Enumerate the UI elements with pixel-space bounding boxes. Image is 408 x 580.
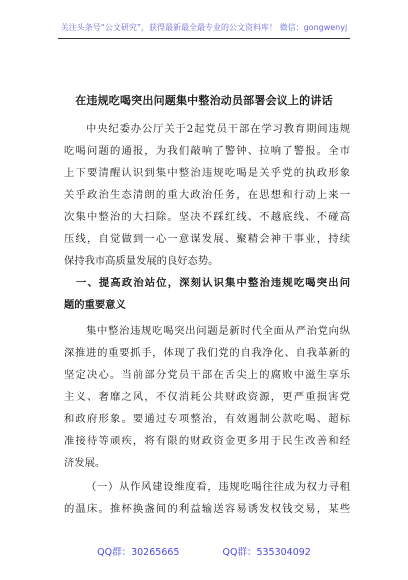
paragraph-line: 坚定决心。当前部分党员干部在舌尖上的腐败中滋生享乐 xyxy=(64,369,350,381)
paragraph-line: 中央纪委办公厅关于2起党员干部在学习教育期间违规 xyxy=(86,123,350,135)
paragraph-line: 吃喝问题的通报，为我们敲响了警钟、拉响了警报。全市 xyxy=(64,145,350,157)
paragraph-line: 和政府形象。要通过专项整治，有效遏制公款吃喝、超标 xyxy=(64,413,350,425)
document-title: 在违规吃喝突出问题集中整治动员部署会议上的讲话 xyxy=(75,94,333,107)
paragraph-1 xyxy=(64,118,350,272)
heading-line: 一、提高政治站位，深刻认识集中整治违规吃喝突出问 xyxy=(76,277,350,289)
header-divider xyxy=(58,38,350,39)
paragraph-line: 的温床。推杯换盏间的利益输送容易诱发权钱交易，某些 xyxy=(64,503,350,515)
heading-line: 题的重要意义 xyxy=(64,299,126,311)
paragraph-line: 主义、奢靡之风，不仅消耗公共财政资源，更严重损害党 xyxy=(64,391,350,403)
footer-contact xyxy=(0,544,408,558)
paragraph-3 xyxy=(64,476,350,520)
paragraph-line: 压线，自觉做到一心一意谋发展、聚精会神干事业，持续 xyxy=(64,233,350,245)
paragraph-line: 济发展。 xyxy=(64,457,106,469)
footer-qq-group-2: QQ群：535304092 xyxy=(222,547,311,558)
paragraph-line: 关乎政治生态清朗的重大政治任务，在思想和行动上来一 xyxy=(64,189,350,201)
paragraph-line: 深推进的重要抓手，体现了我们党的自我净化、自我革新的 xyxy=(64,347,350,359)
paragraph-2 xyxy=(64,320,350,474)
section-heading-1 xyxy=(64,272,350,316)
paragraph-line: 保持我市高质量发展的良好态势。 xyxy=(64,255,219,267)
paragraph-line: 集中整治违规吃喝突出问题是新时代全面从严治党向纵 xyxy=(86,325,350,337)
footer-qq-group-1: QQ群：30265665 xyxy=(97,547,180,558)
paragraph-line: 准接待等顽疾，将有限的财政资金更多用于民生改善和经 xyxy=(64,435,350,447)
paragraph-line: （一）从作风建设维度看，违规吃喝往往成为权力寻租 xyxy=(86,481,350,493)
paragraph-line: 上下要清醒认识到集中整治违规吃喝是关乎党的执政形象 xyxy=(64,167,350,179)
header-promo-note: 关注头条号“公文研究”，获得最新最全最专业的公文资料库！ 微信：gongwenyj xyxy=(60,23,348,32)
paragraph-line: 次集中整治的大扫除。坚决不踩红线、不越底线、不碰高 xyxy=(64,211,350,223)
